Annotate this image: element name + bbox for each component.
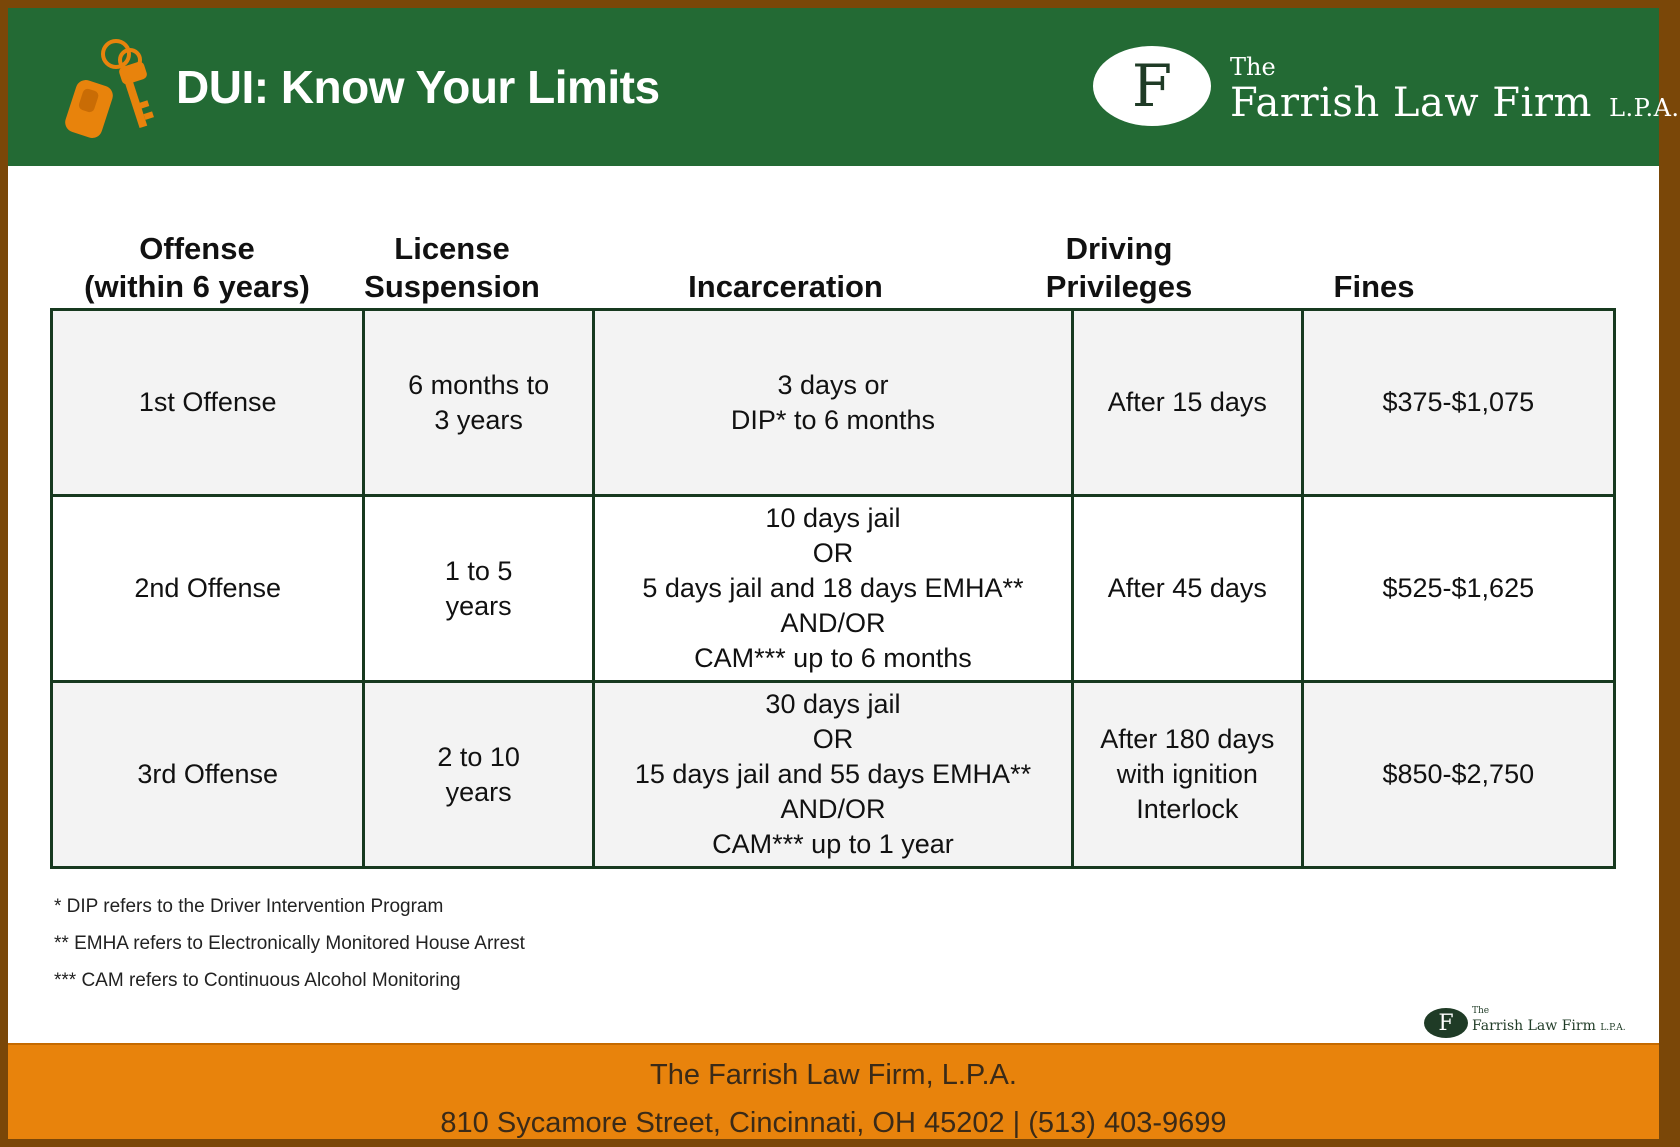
firm-logo-the: The bbox=[1230, 53, 1276, 81]
footer-banner bbox=[8, 1043, 1659, 1139]
cell-privileges bbox=[1073, 682, 1303, 868]
column-header-line: License bbox=[394, 231, 510, 266]
footnote-dip: * DIP refers to the Driver Intervention Program bbox=[54, 896, 444, 917]
column-header-line: Privileges bbox=[1045, 269, 1193, 304]
cell-line: 1 to 5 bbox=[444, 555, 513, 586]
cell-line: $850-$2,750 bbox=[1382, 759, 1535, 789]
cell-line: 15 days jail and 55 days EMHA** bbox=[634, 759, 1032, 789]
cell-line: DIP* to 6 months bbox=[730, 404, 936, 435]
header-banner bbox=[8, 8, 1680, 166]
footer-address-phone: 810 Sycamore Street, Cincinnati, OH 45202 | (513) 403-9699 bbox=[440, 1107, 1227, 1139]
column-header-line: Driving bbox=[1065, 231, 1173, 266]
cell-line: 3 days or bbox=[777, 369, 889, 400]
footnotes bbox=[54, 896, 525, 1007]
cell-offense bbox=[52, 496, 364, 682]
small-logo-suffix: L.P.A. bbox=[1600, 1023, 1626, 1033]
cell-line: CAM*** up to 1 year bbox=[712, 829, 954, 859]
cell-suspension bbox=[364, 310, 594, 496]
cell-line: Interlock bbox=[1136, 794, 1239, 824]
cell-incarceration bbox=[593, 496, 1072, 682]
cell-line: 1st Offense bbox=[138, 387, 277, 417]
page-title: DUI: Know Your Limits bbox=[176, 61, 660, 113]
cell-line: $375-$1,075 bbox=[1382, 387, 1535, 417]
cell-line: CAM*** up to 6 months bbox=[694, 643, 972, 673]
column-header-driving-privileges bbox=[1011, 216, 1227, 306]
cell-privileges bbox=[1073, 310, 1303, 496]
firm-logo-name-text: Farrish Law Firm bbox=[1230, 80, 1592, 126]
cell-offense bbox=[52, 310, 364, 496]
table-row bbox=[52, 496, 1615, 682]
cell-line: OR bbox=[812, 724, 854, 754]
small-logo-name bbox=[1472, 1018, 1626, 1034]
firm-logo-name bbox=[1230, 80, 1680, 126]
cell-line: 2nd Offense bbox=[134, 573, 281, 603]
footnote-emha: ** EMHA refers to Electronically Monitored House Arrest bbox=[54, 933, 525, 954]
cell-line: with ignition bbox=[1116, 759, 1258, 789]
cell-line: years bbox=[445, 590, 512, 621]
table-row bbox=[52, 310, 1615, 496]
cell-suspension bbox=[364, 682, 594, 868]
firm-logo-emblem: F bbox=[1093, 46, 1211, 126]
cell-line: 2 to 10 bbox=[437, 741, 520, 772]
firm-logo-suffix: L.P.A. bbox=[1609, 94, 1680, 122]
cell-line: 3rd Offense bbox=[137, 759, 278, 789]
small-logo-the: The bbox=[1472, 1006, 1490, 1016]
cell-line: 5 days jail and 18 days EMHA** bbox=[642, 573, 1024, 603]
column-header-offense bbox=[50, 216, 344, 306]
cell-privileges bbox=[1073, 496, 1303, 682]
cell-line: AND/OR bbox=[780, 608, 886, 638]
dui-limits-table bbox=[50, 308, 1616, 869]
column-header-line: (within 6 years) bbox=[84, 269, 310, 304]
cell-line: years bbox=[445, 776, 512, 807]
cell-suspension bbox=[364, 496, 594, 682]
small-logo-emblem: F bbox=[1424, 1008, 1468, 1038]
cell-fines bbox=[1302, 682, 1614, 868]
cell-fines bbox=[1302, 310, 1614, 496]
small-firm-logo bbox=[1424, 1008, 1624, 1040]
cell-line: 10 days jail bbox=[765, 503, 901, 533]
column-header-line: Fines bbox=[1333, 269, 1415, 304]
cell-line: AND/OR bbox=[780, 794, 886, 824]
cell-line: 30 days jail bbox=[765, 689, 901, 719]
small-logo-name-text: Farrish Law Firm bbox=[1472, 1018, 1596, 1034]
column-header-line: Incarceration bbox=[688, 269, 883, 304]
footer-firm-name: The Farrish Law Firm, L.P.A. bbox=[650, 1059, 1017, 1091]
cell-line: After 15 days bbox=[1107, 387, 1267, 417]
column-header-license-suspension bbox=[344, 216, 560, 306]
cell-line: $525-$1,625 bbox=[1382, 573, 1535, 603]
car-keys-icon bbox=[58, 34, 168, 144]
cell-line: After 180 days bbox=[1100, 724, 1275, 754]
column-header-incarceration bbox=[560, 216, 1011, 306]
cell-line: After 45 days bbox=[1107, 573, 1267, 603]
column-header-fines bbox=[1227, 216, 1521, 306]
column-header-line: Offense bbox=[139, 231, 255, 266]
footnote-cam: *** CAM refers to Continuous Alcohol Monitoring bbox=[54, 970, 461, 991]
cell-incarceration bbox=[593, 310, 1072, 496]
cell-line: OR bbox=[812, 538, 854, 568]
column-header-line: Suspension bbox=[364, 269, 540, 304]
cell-line: 3 years bbox=[434, 404, 523, 435]
table-row bbox=[52, 682, 1615, 868]
cell-fines bbox=[1302, 496, 1614, 682]
page-frame bbox=[8, 8, 1680, 1139]
cell-line: 6 months to bbox=[408, 369, 550, 400]
cell-offense bbox=[52, 682, 364, 868]
cell-incarceration bbox=[593, 682, 1072, 868]
